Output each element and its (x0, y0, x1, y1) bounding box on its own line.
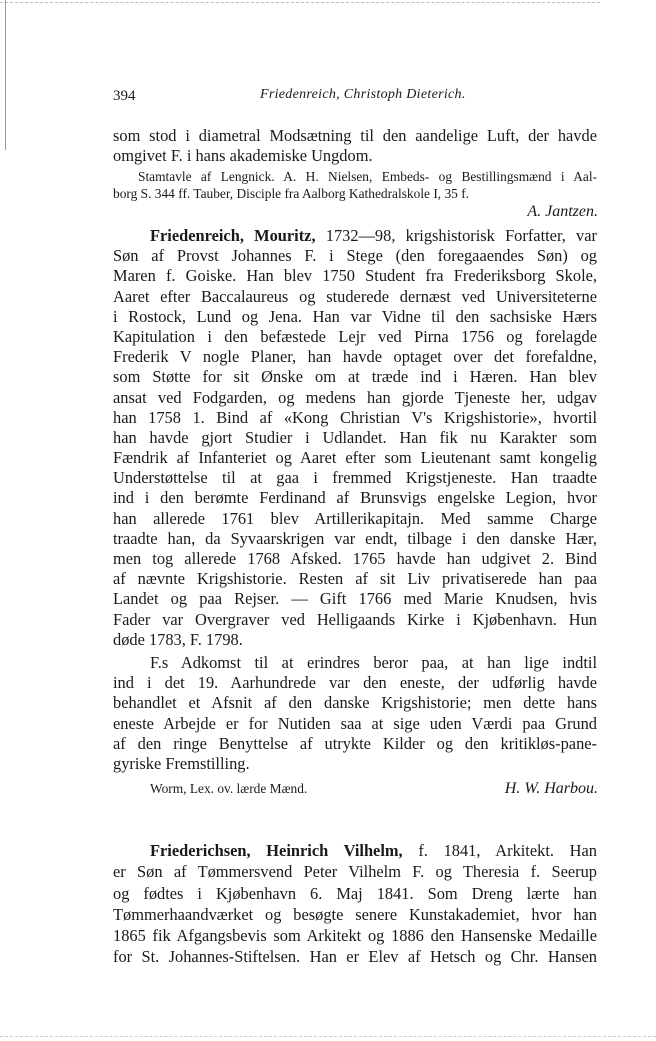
source-line: Stamtavle af Lengnick. A. H. Nielsen, Embeds- og Bestillingsmænd i Aal- (138, 169, 597, 184)
text-line: Fader var Overgraver ved Helligaands Kirke i Kjøbenhavn. Hun (113, 609, 597, 629)
entry-friederichsen (113, 840, 597, 968)
text-line: han havde gjort Studier i Udlandet. Han fik nu Karakter som (113, 427, 597, 447)
source-reference: Worm, Lex. ov. lærde Mænd. (150, 781, 308, 796)
text-line: han 1758 1. Bind af «Kong Christian V's Krigshistorie», hvortil (113, 407, 597, 427)
text-line: Fændrik af Infanteriet og Aaret efter som Lieutenant samt kongelig (113, 448, 597, 468)
entry-mouritz (113, 226, 597, 650)
text-line: traadte han, da Syvaarskrigen var endt, tilbage i den danske Hær, (113, 528, 597, 548)
text-line: af nævnte Krigshistorie. Resten af sit Liv privatiserede han paa (113, 569, 597, 589)
text-line: Aaret efter Baccalaureus og studerede dernæst ved Universiteterne (113, 286, 597, 306)
text-line: Frederik V nogle Planer, han havde optaget over det forefaldne, (113, 347, 597, 367)
text-line: døde 1783, F. 1798. (113, 629, 243, 649)
headword: Friederichsen, Heinrich Vilhelm, (150, 841, 403, 860)
text-line: men tog allerede 1768 Afsked. 1765 havde han udgivet 2. Bind (113, 549, 597, 568)
text-line: Maren f. Goiske. Han blev 1750 Student fra Frederiksborg Skole, (113, 266, 597, 286)
text-line: omgivet F. i hans akademiske Ungdom. (113, 146, 373, 166)
text-line: Tømmerhaandværket og besøgte senere Kunstakademiet, hvor han (113, 904, 597, 924)
text-line: ind i den berømte Ferdinand af Brunsvigs engelske Legion, hvor (113, 488, 597, 508)
text-line: som Støtte for sit Ønske om at træde ind i Hæren. Han blev (113, 367, 597, 387)
text-line: for St. Johannes-Stiftelsen. Han er Elev af Hetsch og Chr. Hansen (113, 947, 597, 967)
entry-first-line (113, 226, 597, 246)
author-signature: A. Jantzen. (527, 203, 598, 220)
entry-mouritz-paragraph-2 (113, 653, 597, 774)
text-line: i Rostock, Lund og Jena. Han var Vidne til den sachsiske Hærs (113, 306, 597, 326)
entry-first-line (113, 840, 597, 861)
page-number: 394 (113, 88, 136, 104)
text-line: af den ringe Benyttelse af utrykte Kilder og den kritikløs-pane- (113, 733, 597, 753)
source-line: borg S. 344 ff. Tauber, Disciple fra Aalborg Kathedralskole I, 35 f. (113, 186, 470, 201)
text-line: F.s Adkomst til at erindres beror paa, at han lige indtil (150, 653, 597, 672)
author-signature: H. W. Harbou. (504, 780, 598, 797)
entry-first-line-rest: f. 1841, Arkitekt. Han (402, 841, 597, 860)
text-line: Understøttelse til at gaa i fremmed Krigstjeneste. Han traadte (113, 468, 597, 488)
headword: Friedenreich, Mouritz, (150, 226, 316, 245)
text-line: Søn af Provst Johannes F. i Stege (den foregaaendes Søn) og (113, 246, 597, 266)
text-line: ind i det 19. Aarhundrede var den eneste, der udførlig havde (113, 673, 597, 693)
text-line: han allerede 1761 blev Artillerikapitajn. Med samme Charge (113, 508, 597, 528)
text-line: gyriske Fremstilling. (113, 753, 250, 773)
scan-edge-top (0, 2, 600, 3)
text-line: eneste Arbejde er for Nutiden saa at sige uden Værdi paa Grund (113, 713, 597, 733)
scan-edge-bottom (0, 1036, 656, 1037)
text-line: som stod i diametral Modsætning til den aandelige Luft, der havde (113, 126, 597, 145)
continuation-text (113, 126, 597, 166)
text-line: ansat ved Fodgarden, og medens han gjorde Tjeneste her, udgav (113, 387, 597, 407)
text-line: behandlet et Afsnit af den danske Krigshistorie; men dette hans (113, 693, 597, 713)
continuation-sources (113, 168, 597, 202)
running-head: Friedenreich, Christoph Dieterich. (260, 87, 466, 102)
entry-first-line-rest: 1732—98, krigshistorisk Forfatter, var (315, 226, 597, 245)
text-line: 1865 fik Afgangsbevis som Arkitekt og 1886 den Hansenske Medaille (113, 926, 597, 946)
scan-edge-left (5, 0, 6, 150)
text-line: og fødtes i Kjøbenhavn 6. Maj 1841. Som Dreng lærte han (113, 883, 597, 903)
text-line: er Søn af Tømmersvend Peter Vilhelm F. og Theresia f. Seerup (113, 862, 597, 882)
text-line: Kapitulation i den befæstede Lejr ved Pirna 1756 og forelagde (113, 326, 597, 346)
text-line: Landet og paa Rejser. — Gift 1766 med Marie Knudsen, hvis (113, 589, 597, 609)
